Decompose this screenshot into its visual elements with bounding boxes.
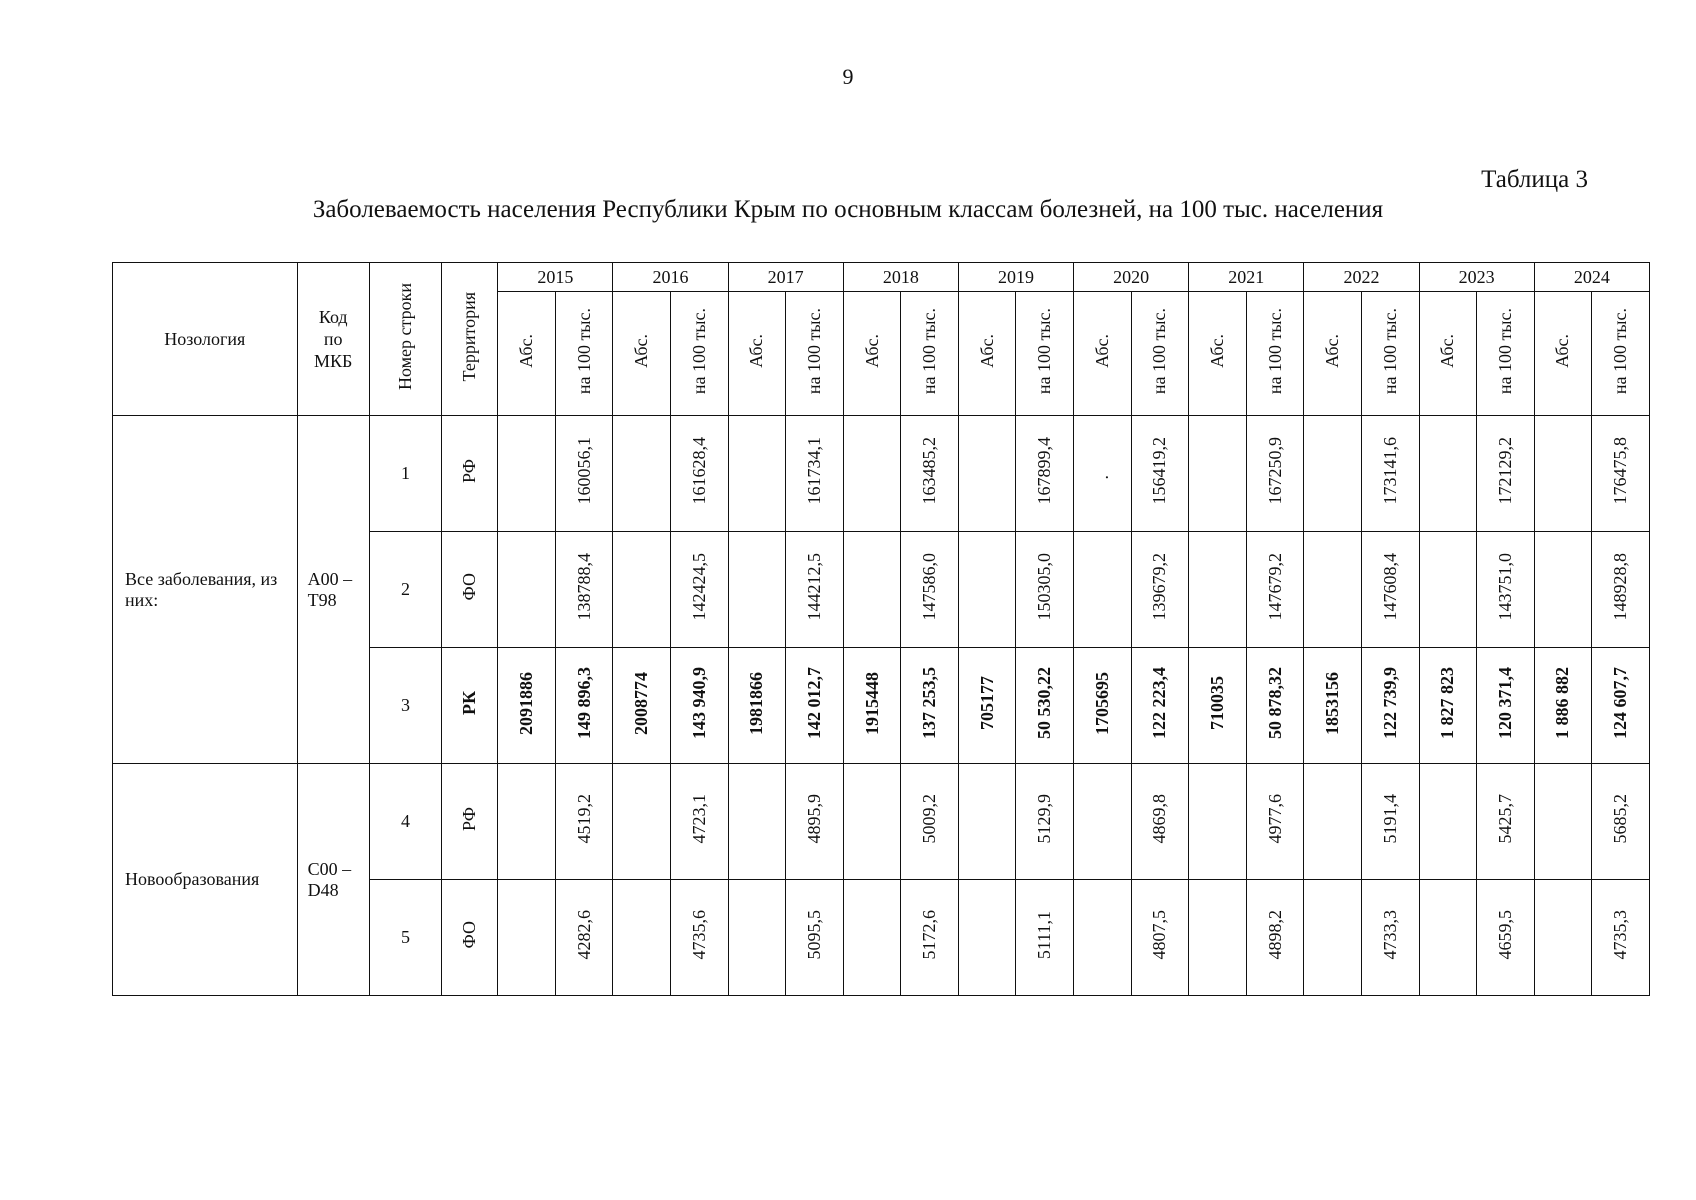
- rate-value-cell: [555, 880, 613, 996]
- rate-value: 173141,6: [1379, 437, 1400, 505]
- rate-value-cell: [555, 532, 613, 648]
- abs-subheader-label: Абс.: [976, 334, 997, 368]
- rate-value: 148928,8: [1610, 553, 1631, 621]
- abs-value-cell: [1304, 764, 1362, 880]
- abs-value-cell: [958, 532, 1016, 648]
- abs-subheader: [498, 292, 556, 416]
- abs-subheader: [958, 292, 1016, 416]
- rate-subheader: [1016, 292, 1074, 416]
- year-header: 2021: [1189, 263, 1304, 292]
- abs-value-cell: [843, 416, 901, 532]
- rate-value: 5172,6: [919, 910, 940, 960]
- rate-value: 160056,1: [573, 437, 594, 505]
- rate-value-cell: [786, 532, 844, 648]
- abs-value-cell: [728, 532, 786, 648]
- nosology-header-label: Нозология: [164, 328, 246, 349]
- abs-value: 1853156: [1322, 671, 1343, 735]
- abs-subheader-label: Абс.: [1437, 334, 1458, 368]
- abs-value-cell: [613, 648, 671, 764]
- abs-subheader: [728, 292, 786, 416]
- rate-value-cell: [671, 648, 729, 764]
- rate-value-cell: [1246, 532, 1304, 648]
- rate-value-cell: [901, 880, 959, 996]
- rate-value-cell: [671, 764, 729, 880]
- rate-subheader-label: на 100 тыс.: [1610, 307, 1631, 395]
- abs-value-cell: [1189, 532, 1247, 648]
- rate-subheader: [1477, 292, 1535, 416]
- territory-cell: [442, 416, 498, 532]
- abs-value-cell: [1304, 880, 1362, 996]
- rate-value: 120 371,4: [1494, 667, 1515, 739]
- rate-value: 5111,1: [1034, 910, 1055, 960]
- rate-subheader-label: на 100 тыс.: [688, 307, 709, 395]
- abs-value-cell: [1074, 764, 1132, 880]
- abs-subheader: [1304, 292, 1362, 416]
- abs-value-cell: [1189, 648, 1247, 764]
- abs-value: 1 827 823: [1437, 667, 1458, 739]
- territory-label: ФО: [459, 573, 480, 601]
- abs-value-cell: [843, 648, 901, 764]
- rate-value-cell: [1361, 880, 1419, 996]
- rate-value-cell: [555, 648, 613, 764]
- year-header: 2016: [613, 263, 728, 292]
- rate-subheader: [1246, 292, 1304, 416]
- rate-subheader-label: на 100 тыс.: [1264, 307, 1285, 395]
- territory-cell: [442, 648, 498, 764]
- rate-value-cell: [1592, 764, 1650, 880]
- abs-value-cell: [1534, 416, 1592, 532]
- territory-cell: [442, 764, 498, 880]
- rate-value: 167899,4: [1034, 437, 1055, 505]
- rate-value-cell: [1246, 416, 1304, 532]
- abs-value-cell: [1534, 532, 1592, 648]
- rate-subheader: [1592, 292, 1650, 416]
- rate-value-cell: [1477, 648, 1535, 764]
- rate-value-cell: [1592, 532, 1650, 648]
- territory-label: РК: [459, 690, 480, 716]
- abs-subheader-label: Абс.: [1206, 334, 1227, 368]
- rate-value-cell: [786, 764, 844, 880]
- morbidity-table: [112, 262, 1650, 996]
- rate-value: 5009,2: [919, 794, 940, 844]
- territory-label: РФ: [459, 459, 480, 483]
- abs-value-cell: [1074, 416, 1132, 532]
- rate-value-cell: [1592, 880, 1650, 996]
- rate-subheader: [786, 292, 844, 416]
- rate-value: 4723,1: [688, 794, 709, 844]
- rate-value-cell: [1361, 648, 1419, 764]
- year-header: 2018: [843, 263, 958, 292]
- year-header: 2019: [958, 263, 1073, 292]
- abs-value: .: [1091, 474, 1112, 479]
- rate-value: 4807,5: [1149, 910, 1170, 960]
- abs-value: 2091886: [516, 671, 537, 735]
- rate-subheader-label: на 100 тыс.: [919, 307, 940, 395]
- abs-value-cell: [728, 416, 786, 532]
- rate-subheader: [1131, 292, 1189, 416]
- rate-value: 50 530,22: [1034, 667, 1055, 739]
- rate-value: 4735,6: [688, 910, 709, 960]
- abs-subheader: [843, 292, 901, 416]
- rate-value-cell: [1016, 416, 1074, 532]
- abs-value-cell: [1074, 532, 1132, 648]
- rate-value: 161628,4: [688, 437, 709, 505]
- rate-value-cell: [555, 416, 613, 532]
- rate-value-cell: [786, 648, 844, 764]
- rate-value: 5129,9: [1034, 794, 1055, 844]
- rate-value-cell: [1477, 532, 1535, 648]
- rate-value-cell: [1361, 416, 1419, 532]
- rate-value: 161734,1: [803, 437, 824, 505]
- rate-value: 147679,2: [1264, 553, 1285, 621]
- abs-value-cell: [1189, 416, 1247, 532]
- abs-value-cell: [958, 764, 1016, 880]
- abs-value-cell: [1534, 764, 1592, 880]
- abs-value-cell: [613, 532, 671, 648]
- table-label: Таблица 3: [1481, 166, 1588, 193]
- rate-value: 4659,5: [1494, 910, 1515, 960]
- rate-value: 163485,2: [919, 437, 940, 505]
- rate-value: 5425,7: [1494, 794, 1515, 844]
- territory-label: ФО: [459, 921, 480, 949]
- code-header-label: Код по МКБ: [314, 307, 353, 371]
- rate-value: 50 878,32: [1264, 667, 1285, 739]
- abs-value-cell: [1074, 648, 1132, 764]
- abs-value-cell: [498, 416, 556, 532]
- table-row: [113, 416, 1650, 532]
- abs-value-cell: [958, 880, 1016, 996]
- rate-value-cell: [1016, 532, 1074, 648]
- row-number-cell: 2: [369, 532, 441, 648]
- territory-cell: [442, 880, 498, 996]
- icd-code-cell: С00 – D48: [297, 764, 369, 996]
- abs-value-cell: [728, 880, 786, 996]
- abs-value-cell: [613, 880, 671, 996]
- rate-value-cell: [1477, 416, 1535, 532]
- code-header: [297, 263, 369, 416]
- rate-value: 172129,2: [1494, 437, 1515, 505]
- rate-subheader-label: на 100 тыс.: [1149, 307, 1170, 395]
- rate-value-cell: [1361, 764, 1419, 880]
- abs-subheader-label: Абс.: [1091, 334, 1112, 368]
- rate-value-cell: [1016, 880, 1074, 996]
- rate-value: 150305,0: [1034, 553, 1055, 621]
- rate-value-cell: [1131, 764, 1189, 880]
- rate-value: 144212,5: [803, 553, 824, 621]
- rate-subheader: [671, 292, 729, 416]
- rate-value: 4869,8: [1149, 794, 1170, 844]
- rate-value-cell: [1592, 416, 1650, 532]
- rate-value: 143 940,9: [688, 667, 709, 739]
- rate-value-cell: [1246, 764, 1304, 880]
- rate-value: 5095,5: [803, 910, 824, 960]
- rate-value-cell: [1131, 532, 1189, 648]
- abs-subheader: [613, 292, 671, 416]
- rate-value: 4977,6: [1264, 794, 1285, 844]
- abs-value-cell: [1304, 416, 1362, 532]
- abs-subheader-label: Абс.: [631, 334, 652, 368]
- territory-cell: [442, 532, 498, 648]
- abs-value-cell: [1189, 764, 1247, 880]
- rate-subheader: [555, 292, 613, 416]
- territory-header: [442, 263, 498, 416]
- rate-value: 147608,4: [1379, 553, 1400, 621]
- rate-value: 142 012,7: [803, 667, 824, 739]
- abs-value: 710035: [1206, 676, 1227, 730]
- icd-code-cell: А00 – Т98: [297, 416, 369, 764]
- rate-value: 147586,0: [919, 553, 940, 621]
- rate-value-cell: [1477, 764, 1535, 880]
- rate-value-cell: [1131, 416, 1189, 532]
- header-row-years: [113, 263, 1650, 292]
- rate-value: 139679,2: [1149, 553, 1170, 621]
- rate-value: 124 607,7: [1610, 667, 1631, 739]
- abs-value-cell: [1074, 880, 1132, 996]
- rate-value-cell: [671, 880, 729, 996]
- rate-value: 5191,4: [1379, 794, 1400, 844]
- rate-value-cell: [1016, 648, 1074, 764]
- rate-value-cell: [1361, 532, 1419, 648]
- row-number-cell: 1: [369, 416, 441, 532]
- abs-value-cell: [1419, 764, 1477, 880]
- rate-subheader-label: на 100 тыс.: [1494, 307, 1515, 395]
- year-header: 2023: [1419, 263, 1534, 292]
- rate-value-cell: [1131, 880, 1189, 996]
- rate-value: 4519,2: [573, 794, 594, 844]
- table-title: Заболеваемость населения Республики Крым по основным классам болезней, на 100 тыс. населения: [312, 196, 1384, 223]
- rate-value-cell: [1246, 648, 1304, 764]
- abs-subheader-label: Абс.: [516, 334, 537, 368]
- row-number-header: [369, 263, 441, 416]
- abs-subheader-label: Абс.: [746, 334, 767, 368]
- page-number: 9: [842, 64, 854, 89]
- abs-subheader: [1189, 292, 1247, 416]
- rate-value-cell: [1246, 880, 1304, 996]
- rate-value-cell: [1016, 764, 1074, 880]
- year-header: 2020: [1074, 263, 1189, 292]
- abs-value-cell: [958, 416, 1016, 532]
- nosology-header: [113, 263, 298, 416]
- abs-value: 1705695: [1091, 671, 1112, 735]
- abs-value-cell: [1189, 880, 1247, 996]
- rate-value: 143751,0: [1494, 553, 1515, 621]
- abs-value-cell: [728, 764, 786, 880]
- abs-value: 1 886 882: [1552, 667, 1573, 739]
- rate-value: 122 223,4: [1149, 667, 1170, 739]
- abs-value-cell: [843, 880, 901, 996]
- rate-value: 167250,9: [1264, 437, 1285, 505]
- abs-value-cell: [498, 764, 556, 880]
- abs-value-cell: [498, 532, 556, 648]
- rate-value-cell: [901, 416, 959, 532]
- rate-value: 4733,3: [1379, 910, 1400, 960]
- abs-value-cell: [1304, 648, 1362, 764]
- rate-value: 4282,6: [573, 910, 594, 960]
- abs-value: 1915448: [861, 671, 882, 735]
- row-number-cell: 3: [369, 648, 441, 764]
- year-header: 2017: [728, 263, 843, 292]
- abs-value-cell: [1419, 532, 1477, 648]
- rate-value-cell: [671, 532, 729, 648]
- nosology-cell: Новообразования: [113, 764, 298, 996]
- row-number-cell: 5: [369, 880, 441, 996]
- abs-subheader-label: Абс.: [1322, 334, 1343, 368]
- rate-subheader-label: на 100 тыс.: [573, 307, 594, 395]
- rate-subheader-label: на 100 тыс.: [1379, 307, 1400, 395]
- rate-value: 176475,8: [1610, 437, 1631, 505]
- abs-value-cell: [1534, 880, 1592, 996]
- rate-value: 142424,5: [688, 553, 709, 621]
- abs-value-cell: [843, 764, 901, 880]
- rate-value-cell: [671, 416, 729, 532]
- rate-subheader: [901, 292, 959, 416]
- abs-value: 2008774: [631, 671, 652, 735]
- year-header: 2024: [1534, 263, 1649, 292]
- nosology-cell: Все заболевания, из них:: [113, 416, 298, 764]
- rate-subheader: [1361, 292, 1419, 416]
- rate-value-cell: [1477, 880, 1535, 996]
- rate-subheader-label: на 100 тыс.: [803, 307, 824, 395]
- rate-value-cell: [555, 764, 613, 880]
- rate-value: 5685,2: [1610, 794, 1631, 844]
- abs-value-cell: [613, 416, 671, 532]
- abs-value-cell: [843, 532, 901, 648]
- rate-value-cell: [901, 532, 959, 648]
- abs-subheader-label: Абс.: [861, 334, 882, 368]
- abs-subheader: [1534, 292, 1592, 416]
- rate-value: 137 253,5: [919, 667, 940, 739]
- rate-value-cell: [1131, 648, 1189, 764]
- rate-value: 4898,2: [1264, 910, 1285, 960]
- rate-value-cell: [901, 764, 959, 880]
- rate-value: 156419,2: [1149, 437, 1170, 505]
- year-header: 2015: [498, 263, 613, 292]
- rate-value-cell: [1592, 648, 1650, 764]
- abs-value: 1981866: [746, 671, 767, 735]
- abs-subheader-label: Абс.: [1552, 334, 1573, 368]
- abs-value-cell: [1419, 880, 1477, 996]
- rate-value: 4735,3: [1610, 910, 1631, 960]
- abs-value-cell: [1304, 532, 1362, 648]
- year-header: 2022: [1304, 263, 1419, 292]
- rate-value-cell: [901, 648, 959, 764]
- abs-value-cell: [1534, 648, 1592, 764]
- row-number-header-label: Номер строки: [394, 283, 415, 390]
- abs-value: 705177: [976, 676, 997, 730]
- abs-value-cell: [498, 648, 556, 764]
- territory-label: РФ: [459, 807, 480, 831]
- rate-value: 138788,4: [573, 553, 594, 621]
- abs-value-cell: [498, 880, 556, 996]
- abs-value-cell: [1419, 648, 1477, 764]
- table-row: [113, 764, 1650, 880]
- rate-value-cell: [786, 416, 844, 532]
- rate-value-cell: [786, 880, 844, 996]
- abs-value-cell: [613, 764, 671, 880]
- abs-subheader: [1074, 292, 1132, 416]
- row-number-cell: 4: [369, 764, 441, 880]
- rate-value: 149 896,3: [573, 667, 594, 739]
- rate-value: 122 739,9: [1379, 667, 1400, 739]
- abs-value-cell: [1419, 416, 1477, 532]
- abs-value-cell: [958, 648, 1016, 764]
- abs-value-cell: [728, 648, 786, 764]
- abs-subheader: [1419, 292, 1477, 416]
- territory-header-label: Территория: [459, 291, 480, 382]
- rate-subheader-label: на 100 тыс.: [1034, 307, 1055, 395]
- rate-value: 4895,9: [803, 794, 824, 844]
